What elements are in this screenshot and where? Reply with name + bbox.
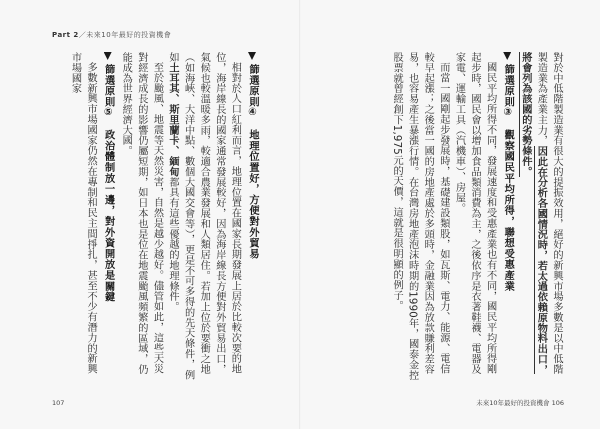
- part-label: Part 2: [52, 31, 79, 39]
- right-page-footer: [476, 398, 564, 407]
- section-heading-4-text: 篩選原則④ 地理位置好，方便對外貿易: [247, 64, 258, 260]
- triangle-bullet-icon: [104, 52, 112, 60]
- bold-country-names: 土耳其、斯里蘭卡、緬甸: [167, 62, 179, 177]
- running-header: [52, 30, 171, 40]
- paragraph: 至於颱風、地震等天然災害，自然是越少越好。儘管如此，這些天災對經濟成長的影響仍屬短期，如日本也是位在地震颱風頻繁的區域，仍能成為世界經濟大國。: [120, 52, 163, 375]
- paragraph-text: 都具有這些優越的地理條件。: [167, 176, 179, 313]
- footer-book-title: 未來10年最好的投資機會: [476, 399, 550, 407]
- right-page-number: 106: [551, 399, 564, 407]
- section-heading-3-text: 篩選原則③ 觀察國民平均所得，聯想受惠產業: [502, 64, 514, 292]
- triangle-bullet-icon: [503, 52, 511, 60]
- page-gutter: [299, 0, 301, 429]
- paragraph: [164, 52, 242, 382]
- header-separator: ／: [78, 31, 87, 39]
- paragraph-text: 對於中低階製造業有很大的提振效用，絕好的新興市場多數是以中低階製造業為產業主力，: [535, 52, 562, 375]
- right-page-body: [332, 52, 564, 382]
- section-heading-5: [100, 52, 116, 382]
- paragraph: [517, 52, 564, 382]
- triangle-bullet-icon: [248, 52, 256, 60]
- paragraph: 多數新興市場國家仍然在專制和民主間掙扎，甚至不少有潛力的新興市場國家: [69, 52, 97, 375]
- section-heading-3: [500, 52, 516, 382]
- section-heading-4: [244, 52, 260, 382]
- paragraph-text: 相對於人口紅利而言，地理位置在國家長期發展上居於比較次要的地位，海岸線長的國家通常發展較好，因為海岸線長方便對外貿易出口，氣候也較溫暖多雨，較適合農業發展和人類居住。若加上位於要衝之地（如海峽、大洋中點、數個大國交會等），更是不可多得的先天條件，例如: [167, 52, 241, 380]
- paragraph: 國民平均所得不同，發展速度和受惠產業也有不同，國民平均所得剛起步時，國民會以增加食品類消費為主，之後依序是衣著鞋襪、電器及家電、運輸工具（汽機車）、房屋。: [453, 52, 496, 375]
- emphasized-sentence: 因此在分析各國情況時，若太過依賴原物料出口，將會列為該國的劣勢條件。: [519, 52, 547, 375]
- section-heading-5-text: 篩選原則⑤ 政治體制放一邊，對外資開放是關鍵: [102, 64, 114, 303]
- paragraph: 而當一國剛起步發展時，基礎建設類股，如瓦斯、電力、能源、電信較早起漲；之後當一國的房地產處於多頭時，金融業因為放款賺利差容易，也容易產生暴漲行情。在台灣房地產泡沫時期的1990年，國泰金控股票就曾經創下1,975元的天價，這就是很明顯的例子。: [391, 52, 449, 381]
- left-page-body: [42, 52, 262, 382]
- left-page-number: 107: [52, 399, 65, 407]
- header-book-title: 未來10年最好的投資機會: [86, 31, 172, 39]
